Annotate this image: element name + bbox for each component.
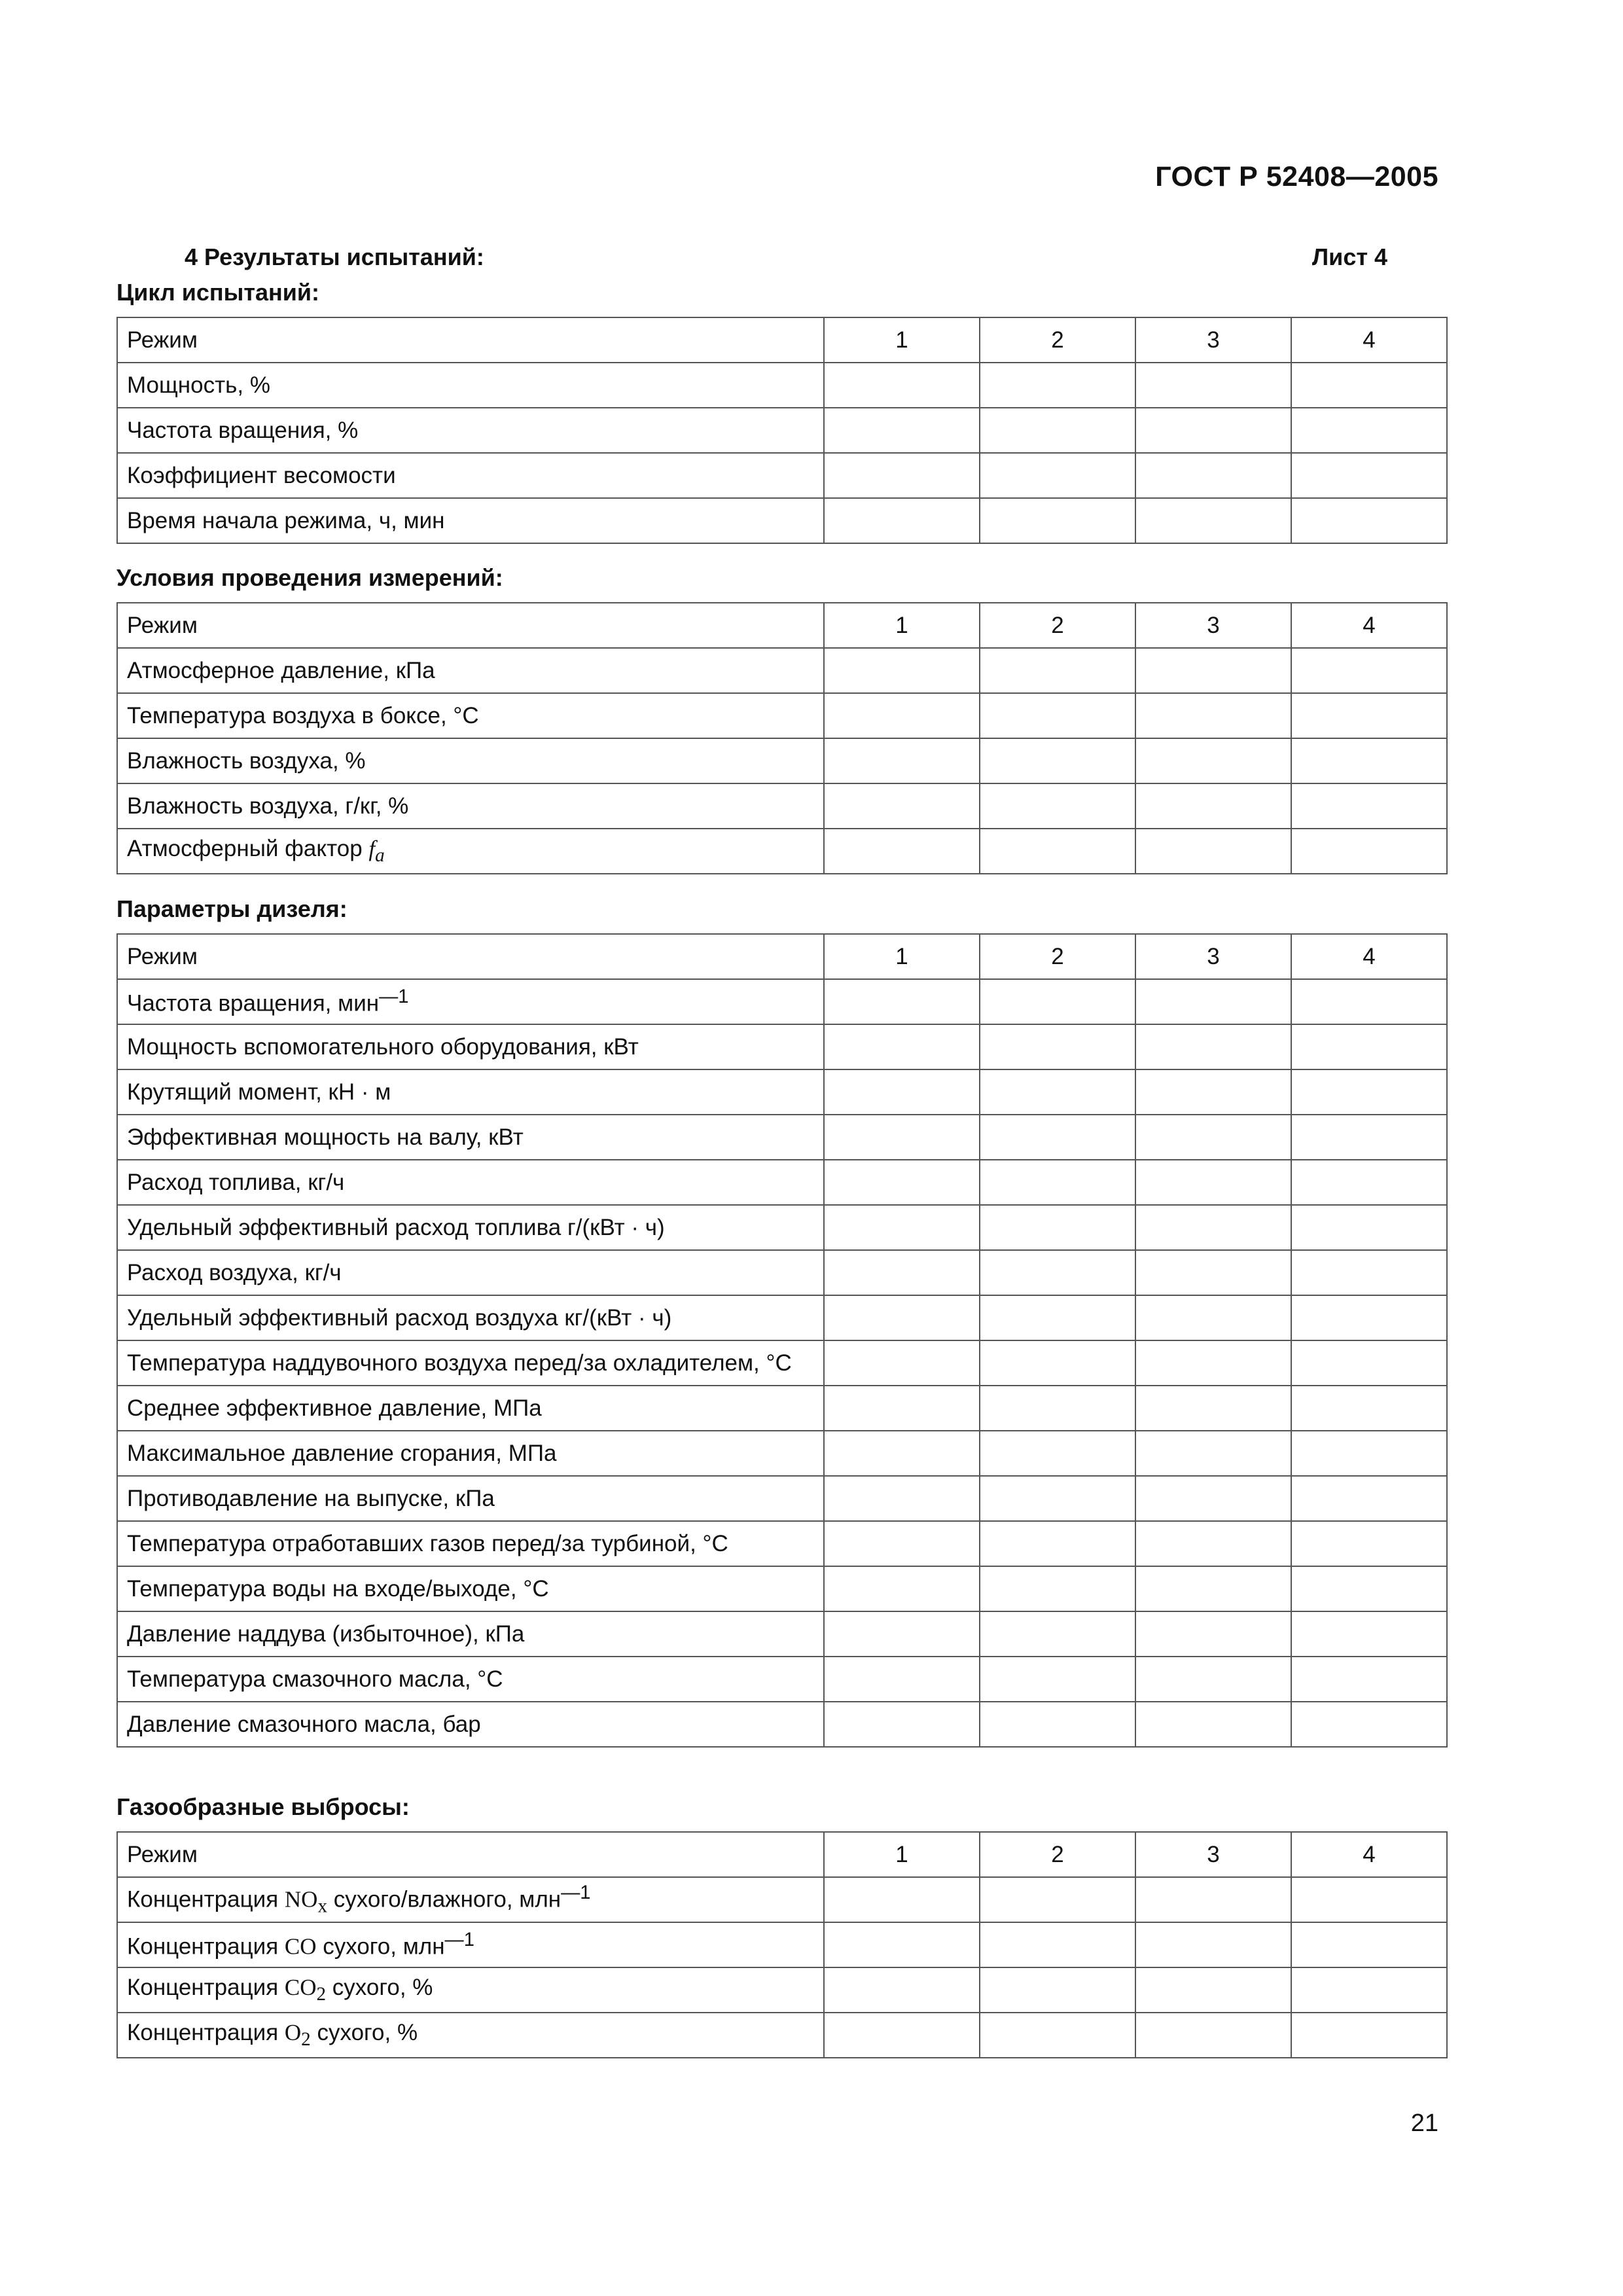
- label-text-after: сухого/влажного, млн: [327, 1886, 562, 1912]
- value-cell: [980, 1431, 1135, 1476]
- value-cell: [1135, 1566, 1291, 1611]
- row-label: Давление наддува (избыточное), кПа: [117, 1611, 824, 1657]
- row-label: Эффективная мощность на валу, кВт: [117, 1115, 824, 1160]
- header-mode-label: Режим: [117, 603, 824, 648]
- value-cell: [1291, 1340, 1447, 1386]
- value-cell: [1291, 1967, 1447, 2013]
- value-cell: [1291, 783, 1447, 829]
- value-cell: [980, 648, 1135, 693]
- row-label: Мощность вспомогательного оборудования, кВт: [117, 1024, 824, 1069]
- value-cell: [1135, 408, 1291, 453]
- label-superscript: —1: [561, 1882, 591, 1903]
- table-header-row: [117, 317, 1447, 363]
- value-cell: [1135, 1611, 1291, 1657]
- row-label: Температура наддувочного воздуха перед/за охладителем, °С: [117, 1340, 824, 1386]
- row-label: Давление смазочного масла, бар: [117, 1702, 824, 1747]
- table-row: [117, 693, 1447, 738]
- value-cell: [824, 1024, 980, 1069]
- value-cell: [980, 1922, 1135, 1967]
- value-cell: [980, 693, 1135, 738]
- label-formula: CO: [284, 1933, 317, 1960]
- table-row: [117, 1160, 1447, 1205]
- value-cell: [980, 1295, 1135, 1340]
- emissions-table-title: Газообразные выбросы:: [116, 1793, 410, 1820]
- table-row: [117, 979, 1447, 1024]
- value-cell: [1135, 1657, 1291, 1702]
- table-row: [117, 1657, 1447, 1702]
- row-label: Температура отработавших газов перед/за турбиной, °С: [117, 1521, 824, 1566]
- value-cell: [1291, 1024, 1447, 1069]
- row-label: Температура смазочного масла, °С: [117, 1657, 824, 1702]
- label-text-after: сухого, %: [326, 1975, 433, 2000]
- label-subscript: 2: [301, 2029, 311, 2050]
- value-cell: [980, 1069, 1135, 1115]
- value-cell: [1135, 1922, 1291, 1967]
- value-cell: [1291, 1295, 1447, 1340]
- value-cell: [1135, 1069, 1291, 1115]
- value-cell: [980, 783, 1135, 829]
- document-code: ГОСТ Р 52408—2005: [1155, 161, 1438, 192]
- row-label: [117, 1877, 824, 1922]
- diesel-table-title: Параметры дизеля:: [116, 895, 348, 922]
- label-superscript: —1: [444, 1929, 474, 1951]
- value-cell: [980, 1657, 1135, 1702]
- label-formula: CO: [284, 1975, 317, 2000]
- value-cell: [980, 1160, 1135, 1205]
- value-cell: [1291, 1115, 1447, 1160]
- label-subscript: a: [375, 845, 385, 866]
- table-row: [117, 1877, 1447, 1922]
- value-cell: [980, 363, 1135, 408]
- page-number: 21: [1410, 2109, 1438, 2137]
- value-cell: [1135, 1160, 1291, 1205]
- header-mode-number: 2: [980, 934, 1135, 979]
- value-cell: [1135, 1877, 1291, 1922]
- value-cell: [1135, 1521, 1291, 1566]
- row-label: Влажность воздуха, %: [117, 738, 824, 783]
- value-cell: [824, 829, 980, 874]
- row-label: Атмосферное давление, кПа: [117, 648, 824, 693]
- label-superscript: —1: [379, 986, 409, 1008]
- label-formula: O: [284, 2020, 302, 2045]
- table-row: [117, 1476, 1447, 1521]
- value-cell: [1291, 408, 1447, 453]
- value-cell: [1291, 1431, 1447, 1476]
- label-text: Концентрация: [127, 1886, 285, 1912]
- row-label: Температура воды на входе/выходе, °С: [117, 1566, 824, 1611]
- value-cell: [824, 1386, 980, 1431]
- value-cell: [980, 1340, 1135, 1386]
- table-row: [117, 1340, 1447, 1386]
- table-row: [117, 1295, 1447, 1340]
- value-cell: [980, 1476, 1135, 1521]
- value-cell: [1291, 1476, 1447, 1521]
- value-cell: [980, 408, 1135, 453]
- value-cell: [1291, 2013, 1447, 2058]
- header-mode-number: 3: [1135, 934, 1291, 979]
- header-mode-number: 1: [824, 934, 980, 979]
- value-cell: [980, 498, 1135, 543]
- header-mode-number: 2: [980, 317, 1135, 363]
- value-cell: [824, 1922, 980, 1967]
- diesel-table: [116, 933, 1448, 1748]
- table-row: [117, 1024, 1447, 1069]
- row-label: Время начала режима, ч, мин: [117, 498, 824, 543]
- header-mode-number: 4: [1291, 1832, 1447, 1877]
- header-mode-label: Режим: [117, 1832, 824, 1877]
- row-label: [117, 979, 824, 1024]
- value-cell: [1291, 1877, 1447, 1922]
- table-header-row: [117, 934, 1447, 979]
- row-label: Расход воздуха, кг/ч: [117, 1250, 824, 1295]
- table-row: [117, 648, 1447, 693]
- value-cell: [824, 1069, 980, 1115]
- value-cell: [824, 1115, 980, 1160]
- row-label: Удельный эффективный расход воздуха кг/(кВт · ч): [117, 1295, 824, 1340]
- table-row: [117, 2013, 1447, 2058]
- table-row: [117, 1922, 1447, 1967]
- value-cell: [980, 453, 1135, 498]
- header-mode-number: 3: [1135, 1832, 1291, 1877]
- header-mode-number: 1: [824, 1832, 980, 1877]
- value-cell: [824, 1967, 980, 2013]
- value-cell: [1291, 693, 1447, 738]
- table-row: [117, 363, 1447, 408]
- value-cell: [980, 979, 1135, 1024]
- row-label: Температура воздуха в боксе, °С: [117, 693, 824, 738]
- value-cell: [980, 1024, 1135, 1069]
- value-cell: [824, 1476, 980, 1521]
- value-cell: [980, 1205, 1135, 1250]
- value-cell: [1291, 1160, 1447, 1205]
- cycle-table-title: Цикл испытаний:: [116, 279, 320, 306]
- section-heading: [185, 243, 1438, 278]
- table-row: [117, 738, 1447, 783]
- header-mode-number: 2: [980, 1832, 1135, 1877]
- header-mode-number: 4: [1291, 603, 1447, 648]
- sheet-label: Лист 4: [1311, 243, 1387, 270]
- row-label: Влажность воздуха, г/кг, %: [117, 783, 824, 829]
- value-cell: [1135, 1476, 1291, 1521]
- value-cell: [980, 1250, 1135, 1295]
- value-cell: [1135, 1115, 1291, 1160]
- table-row: [117, 1521, 1447, 1566]
- value-cell: [824, 1877, 980, 1922]
- value-cell: [1291, 1611, 1447, 1657]
- value-cell: [824, 2013, 980, 2058]
- value-cell: [1291, 1922, 1447, 1967]
- value-cell: [824, 648, 980, 693]
- value-cell: [1135, 2013, 1291, 2058]
- header-mode-number: 3: [1135, 317, 1291, 363]
- row-label: Удельный эффективный расход топлива г/(кВт · ч): [117, 1205, 824, 1250]
- value-cell: [1135, 1386, 1291, 1431]
- table-row: [117, 1069, 1447, 1115]
- table-row: [117, 1566, 1447, 1611]
- table-row: [117, 829, 1447, 874]
- value-cell: [824, 1566, 980, 1611]
- value-cell: [1135, 498, 1291, 543]
- value-cell: [824, 363, 980, 408]
- header-mode-number: 4: [1291, 317, 1447, 363]
- label-text: Частота вращения, мин: [127, 990, 380, 1016]
- value-cell: [1135, 783, 1291, 829]
- value-cell: [824, 1521, 980, 1566]
- value-cell: [980, 1521, 1135, 1566]
- value-cell: [824, 1295, 980, 1340]
- conditions-table-title: Условия проведения измерений:: [116, 564, 503, 591]
- value-cell: [1135, 1967, 1291, 2013]
- value-cell: [1135, 1295, 1291, 1340]
- value-cell: [1291, 1205, 1447, 1250]
- header-mode-number: 1: [824, 603, 980, 648]
- row-label: Максимальное давление сгорания, МПа: [117, 1431, 824, 1476]
- table-header-row: [117, 1832, 1447, 1877]
- value-cell: [1291, 1702, 1447, 1747]
- value-cell: [1135, 363, 1291, 408]
- header-mode-number: 1: [824, 317, 980, 363]
- cycle-table: [116, 317, 1448, 544]
- value-cell: [980, 2013, 1135, 2058]
- value-cell: [824, 408, 980, 453]
- header-mode-label: Режим: [117, 934, 824, 979]
- table-row: [117, 1967, 1447, 2013]
- value-cell: [824, 783, 980, 829]
- section-title: 4 Результаты испытаний:: [185, 243, 484, 270]
- table-row: [117, 1205, 1447, 1250]
- value-cell: [824, 1702, 980, 1747]
- label-symbol: f: [368, 836, 376, 861]
- label-text-after: сухого, %: [310, 2020, 418, 2045]
- value-cell: [980, 829, 1135, 874]
- label-subscript: x: [317, 1895, 328, 1917]
- value-cell: [824, 1250, 980, 1295]
- value-cell: [1135, 1431, 1291, 1476]
- value-cell: [980, 1967, 1135, 2013]
- value-cell: [1135, 1340, 1291, 1386]
- table-row: [117, 1611, 1447, 1657]
- value-cell: [824, 1611, 980, 1657]
- value-cell: [1291, 829, 1447, 874]
- value-cell: [1291, 1521, 1447, 1566]
- row-label: Противодавление на выпуске, кПа: [117, 1476, 824, 1521]
- label-subscript: 2: [316, 1984, 327, 2005]
- table-row: [117, 783, 1447, 829]
- emissions-table: [116, 1831, 1448, 2058]
- header-mode-number: 2: [980, 603, 1135, 648]
- value-cell: [980, 738, 1135, 783]
- value-cell: [1135, 1702, 1291, 1747]
- value-cell: [1135, 648, 1291, 693]
- row-label: Мощность, %: [117, 363, 824, 408]
- value-cell: [824, 979, 980, 1024]
- value-cell: [1135, 979, 1291, 1024]
- value-cell: [824, 1657, 980, 1702]
- value-cell: [1135, 453, 1291, 498]
- header-mode-label: Режим: [117, 317, 824, 363]
- value-cell: [1291, 453, 1447, 498]
- table-row: [117, 408, 1447, 453]
- value-cell: [824, 498, 980, 543]
- value-cell: [1135, 1024, 1291, 1069]
- header-mode-number: 3: [1135, 603, 1291, 648]
- row-label: [117, 1967, 824, 2013]
- value-cell: [1291, 1250, 1447, 1295]
- table-row: [117, 453, 1447, 498]
- label-text: Атмосферный фактор: [127, 836, 369, 861]
- value-cell: [824, 738, 980, 783]
- value-cell: [824, 693, 980, 738]
- value-cell: [1135, 738, 1291, 783]
- label-text-after: сухого, млн: [316, 1933, 445, 1960]
- row-label: Частота вращения, %: [117, 408, 824, 453]
- value-cell: [1291, 1657, 1447, 1702]
- value-cell: [980, 1566, 1135, 1611]
- label-formula: NO: [284, 1886, 318, 1912]
- value-cell: [1291, 1566, 1447, 1611]
- value-cell: [1291, 1069, 1447, 1115]
- row-label: [117, 829, 824, 874]
- value-cell: [980, 1877, 1135, 1922]
- row-label: Среднее эффективное давление, МПа: [117, 1386, 824, 1431]
- row-label: [117, 2013, 824, 2058]
- value-cell: [1135, 1205, 1291, 1250]
- value-cell: [980, 1611, 1135, 1657]
- row-label: [117, 1922, 824, 1967]
- value-cell: [1135, 693, 1291, 738]
- table-row: [117, 1250, 1447, 1295]
- row-label: Коэффициент весомости: [117, 453, 824, 498]
- value-cell: [1291, 363, 1447, 408]
- value-cell: [1135, 1250, 1291, 1295]
- label-text: Концентрация: [127, 1975, 285, 2000]
- table-row: [117, 1702, 1447, 1747]
- row-label: Крутящий момент, кН · м: [117, 1069, 824, 1115]
- value-cell: [824, 1160, 980, 1205]
- table-header-row: [117, 603, 1447, 648]
- label-text: Концентрация: [127, 1933, 285, 1960]
- conditions-table: [116, 602, 1448, 874]
- row-label: Расход топлива, кг/ч: [117, 1160, 824, 1205]
- value-cell: [1135, 829, 1291, 874]
- value-cell: [1291, 648, 1447, 693]
- table-row: [117, 1431, 1447, 1476]
- table-row: [117, 498, 1447, 543]
- value-cell: [1291, 979, 1447, 1024]
- value-cell: [824, 1205, 980, 1250]
- value-cell: [824, 453, 980, 498]
- value-cell: [980, 1115, 1135, 1160]
- value-cell: [980, 1702, 1135, 1747]
- label-text: Концентрация: [127, 2020, 285, 2045]
- table-row: [117, 1386, 1447, 1431]
- value-cell: [1291, 498, 1447, 543]
- value-cell: [824, 1340, 980, 1386]
- value-cell: [980, 1386, 1135, 1431]
- table-row: [117, 1115, 1447, 1160]
- value-cell: [1291, 738, 1447, 783]
- value-cell: [1291, 1386, 1447, 1431]
- header-mode-number: 4: [1291, 934, 1447, 979]
- value-cell: [824, 1431, 980, 1476]
